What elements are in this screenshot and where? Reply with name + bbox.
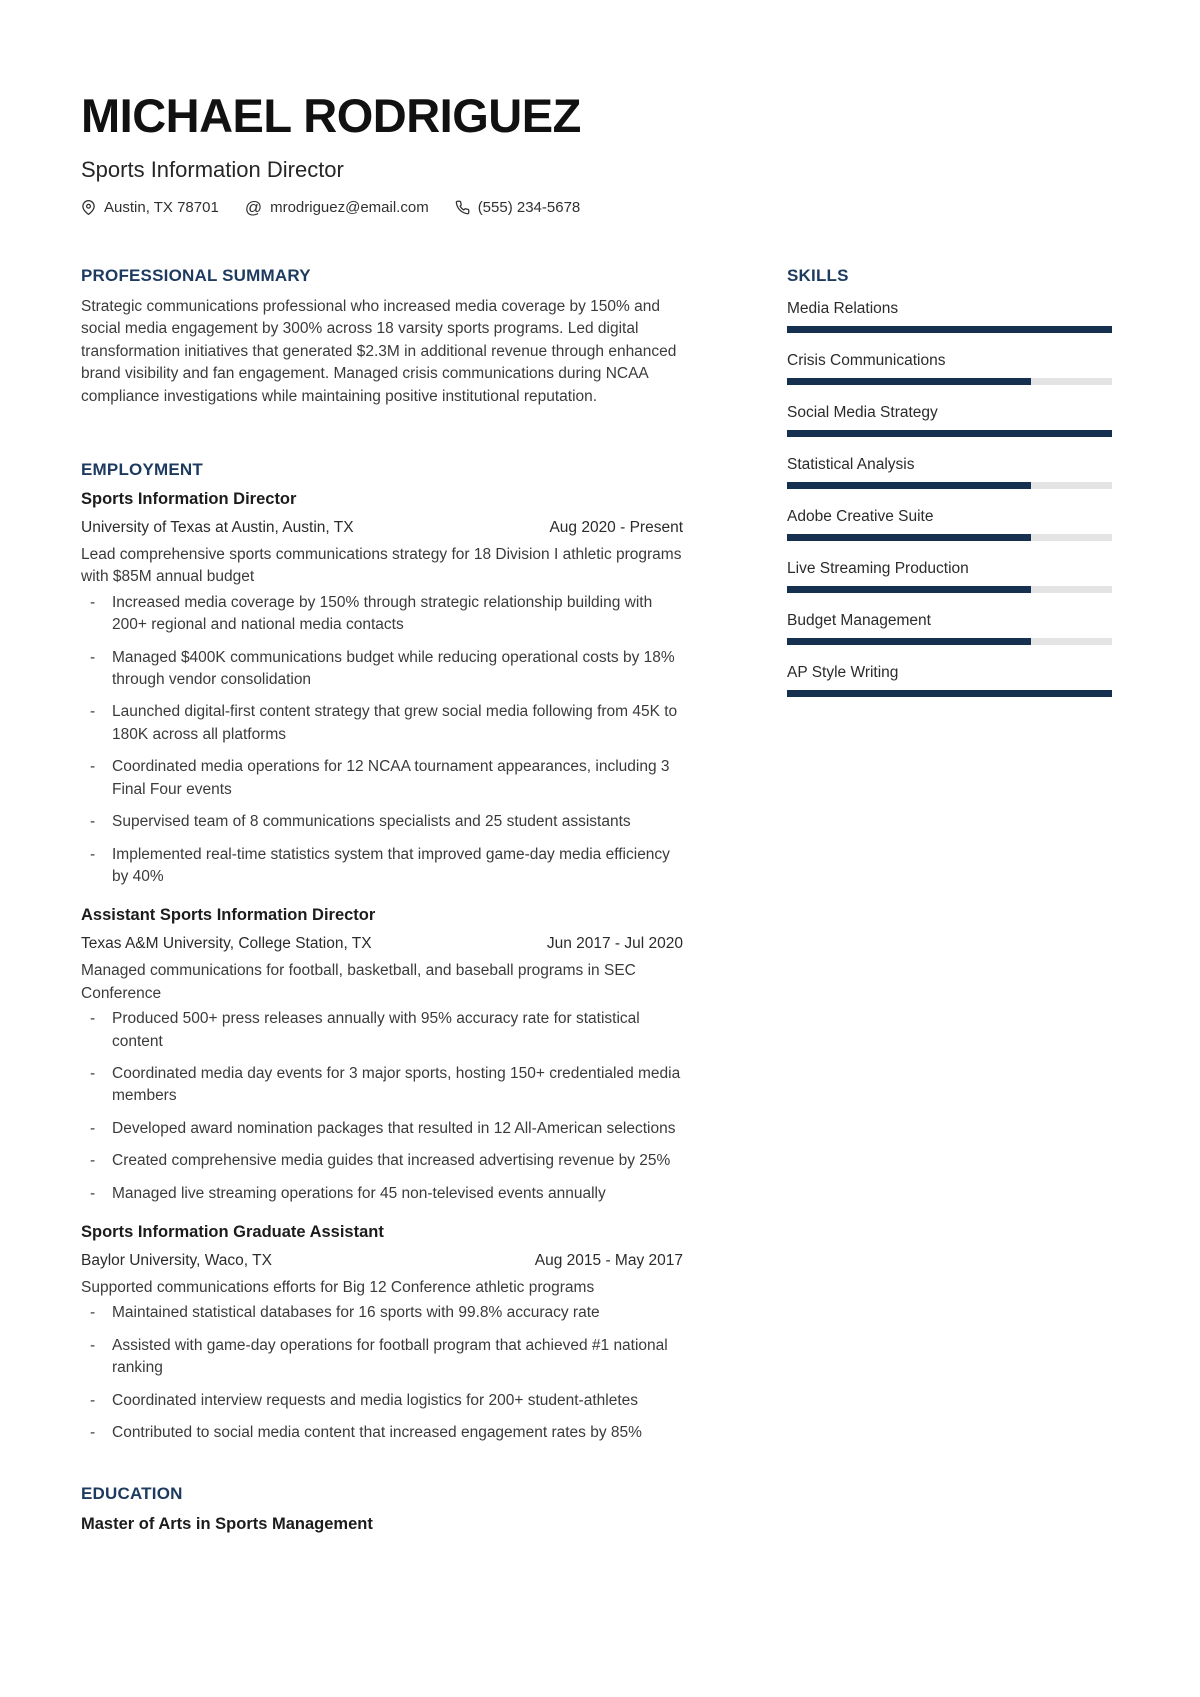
job-title: Sports Information Director (81, 490, 297, 509)
at-sign-icon: @ (244, 198, 263, 217)
job-meta (81, 933, 683, 955)
skill-name: Live Streaming Production (787, 560, 969, 577)
contact-email (245, 199, 429, 216)
sidebar-column (787, 266, 1112, 1534)
skill-bar-track (787, 326, 1112, 333)
job-dates: Aug 2015 - May 2017 (534, 1251, 683, 1269)
contact-location (81, 199, 219, 216)
phone-icon (455, 200, 470, 215)
job-meta (81, 517, 683, 539)
bullet-item: - Assisted with game-day operations for football program that achieved #1 national ranking (81, 1335, 683, 1380)
skill-name: Budget Management (787, 612, 931, 629)
skill-bar-track (787, 690, 1112, 697)
bullet-item: - Created comprehensive media guides that increased advertising revenue by 25% (81, 1150, 683, 1172)
job-title: Assistant Sports Information Director (81, 906, 376, 925)
contact-location-text: Austin, TX 78701 (104, 199, 219, 216)
skill-item (787, 506, 1112, 541)
bullet-item: - Managed live streaming operations for 45 non-televised events annually (81, 1183, 683, 1205)
skill-name: Social Media Strategy (787, 404, 938, 421)
summary-heading: PROFESSIONAL SUMMARY (81, 266, 311, 285)
skills-heading: SKILLS (787, 266, 849, 285)
skill-bar-track (787, 534, 1112, 541)
skill-name: Crisis Communications (787, 352, 946, 369)
person-name: MICHAEL RODRIGUEZ (81, 89, 581, 142)
job-description: Managed communications for football, basketball, and baseball programs in SEC Conference (81, 962, 636, 1002)
employment-section (81, 460, 683, 1444)
job-entry (81, 906, 683, 1205)
skill-item (787, 350, 1112, 385)
skill-name: Media Relations (787, 300, 899, 317)
skill-bar-track (787, 586, 1112, 593)
contact-phone (455, 199, 581, 216)
job-company: Texas A&M University, College Station, TX (81, 935, 372, 953)
skill-name: Adobe Creative Suite (787, 508, 934, 525)
job-description: Supported communications efforts for Big 12 Conference athletic programs (81, 1278, 595, 1296)
skill-bar-fill (787, 690, 1112, 697)
skill-bar-fill (787, 430, 1112, 437)
skill-item (787, 662, 1112, 697)
job-list (81, 490, 683, 1444)
skill-bar-fill (787, 482, 1031, 489)
skill-item (787, 558, 1112, 593)
person-job-title: Sports Information Director (81, 157, 344, 182)
contact-phone-text: (555) 234-5678 (477, 199, 581, 216)
resume-header (81, 89, 1112, 217)
skills-section (787, 266, 1112, 697)
bullet-item: - Implemented real-time statistics system that improved game-day media efficiency by 40% (81, 844, 683, 889)
job-bullet-list (81, 592, 683, 888)
skill-name: Statistical Analysis (787, 456, 915, 473)
bullet-item: - Coordinated media day events for 3 major sports, hosting 150+ credentialed media members (81, 1063, 683, 1108)
skill-item (787, 454, 1112, 489)
degree-title: Master of Arts in Sports Management (81, 1515, 373, 1534)
bullet-item: - Managed $400K communications budget while reducing operational costs by 18% through vendor consolidation (81, 647, 683, 692)
summary-text: Strategic communications professional who increased media coverage by 150% and social media engagement by 300% across 18 varsity sports programs. Led digital transformation initiatives that generated $2.3M in additional revenue through enhanced brand visibility and fan engagement. Managed crisis communications during NCAA compliance investigations while maintaining positive institutional reputation. (81, 298, 677, 405)
job-description: Lead comprehensive sports communications strategy for 18 Division I athletic programs with $85M annual budget (81, 546, 682, 586)
job-bullet-list (81, 1302, 683, 1444)
skill-bar-track (787, 638, 1112, 645)
skill-bar-fill (787, 326, 1112, 333)
main-column (81, 266, 683, 1534)
job-company: Baylor University, Waco, TX (81, 1251, 272, 1269)
skill-item (787, 402, 1112, 437)
location-pin-icon (81, 200, 96, 215)
skill-bar-track (787, 430, 1112, 437)
contact-email-text: mrodriguez@email.com (270, 199, 429, 216)
job-bullet-list (81, 1008, 683, 1205)
skill-list (787, 298, 1112, 697)
job-entry (81, 490, 683, 888)
skill-bar-track (787, 378, 1112, 385)
bullet-item: - Contributed to social media content that increased engagement rates by 85% (81, 1422, 683, 1444)
bullet-item: - Produced 500+ press releases annually with 95% accuracy rate for statistical content (81, 1008, 683, 1053)
employment-heading: EMPLOYMENT (81, 460, 203, 480)
job-entry (81, 1223, 683, 1444)
bullet-item: - Supervised team of 8 communications specialists and 25 student assistants (81, 811, 683, 833)
job-dates: Jun 2017 - Jul 2020 (546, 935, 683, 953)
skill-item (787, 298, 1112, 333)
job-title: Sports Information Graduate Assistant (81, 1222, 384, 1241)
bullet-item: - Coordinated media operations for 12 NCAA tournament appearances, including 3 Final Four events (81, 756, 683, 801)
contact-row (81, 199, 1112, 216)
job-dates: Aug 2020 - Present (549, 519, 683, 537)
skill-item (787, 610, 1112, 645)
skill-bar-fill (787, 586, 1031, 593)
bullet-item: - Coordinated interview requests and media logistics for 200+ student-athletes (81, 1390, 683, 1412)
summary-section (81, 266, 683, 408)
content-columns (81, 266, 1112, 1534)
skill-bar-fill (787, 378, 1031, 385)
skill-bar-fill (787, 638, 1031, 645)
skill-name: AP Style Writing (787, 664, 899, 681)
skill-bar-fill (787, 534, 1031, 541)
bullet-item: - Launched digital-first content strategy that grew social media following from 45K to 180K across all platforms (81, 701, 683, 746)
job-meta (81, 1250, 683, 1272)
job-company: University of Texas at Austin, Austin, TX (81, 519, 354, 537)
education-heading: EDUCATION (81, 1484, 183, 1504)
skill-bar-track (787, 482, 1112, 489)
education-section (81, 1484, 683, 1534)
bullet-item: - Developed award nomination packages that resulted in 12 All-American selections (81, 1118, 683, 1140)
bullet-item: - Increased media coverage by 150% through strategic relationship building with 200+ regional and national media contacts (81, 592, 683, 637)
bullet-item: - Maintained statistical databases for 16 sports with 99.8% accuracy rate (81, 1302, 683, 1324)
